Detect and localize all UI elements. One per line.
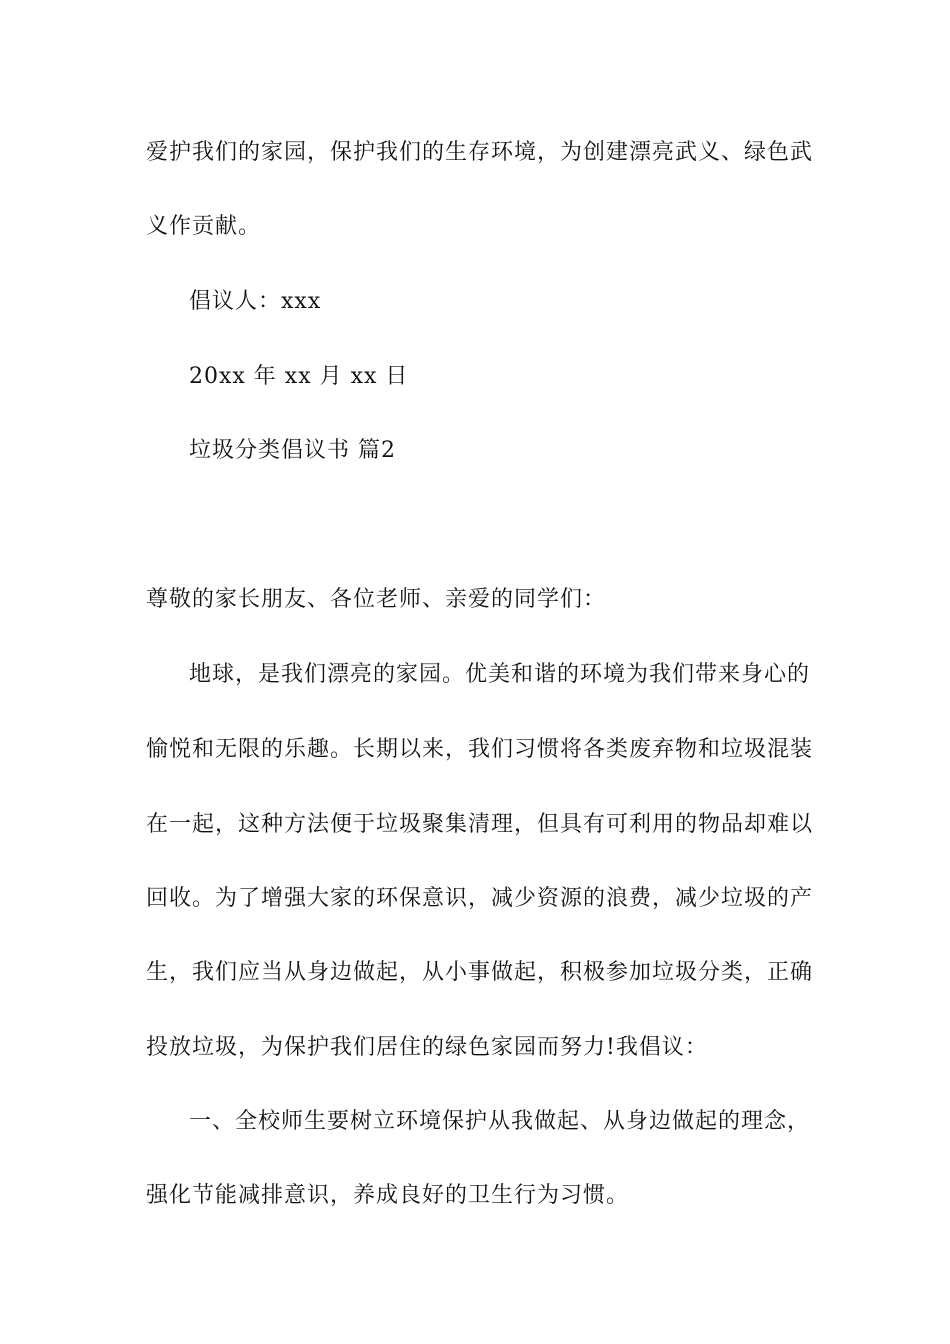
paragraph-line: 投放垃圾，为保护我们居住的绿色家园而努力!我倡议： xyxy=(146,1035,708,1060)
paragraph-line: 爱护我们的家园，保护我们的生存环境，为创建漂亮武义、绿色武 xyxy=(146,140,814,165)
section-heading: 垃圾分类倡议书 篇2 xyxy=(189,438,396,463)
salutation: 尊敬的家长朋友、各位老师、亲爱的同学们： xyxy=(146,587,607,612)
paragraph-line: 回收。为了增强大家的环保意识，减少资源的浪费，减少垃圾的产 xyxy=(146,886,814,911)
date-line: 20xx 年 xx 月 xx 日 xyxy=(189,364,409,389)
paragraph-line: 在一起，这种方法便于垃圾聚集清理，但具有可利用的物品却难以 xyxy=(146,812,814,837)
paragraph-line: 地球，是我们漂亮的家园。优美和谐的环境为我们带来身心的 xyxy=(189,662,811,687)
list-item: 一、全校师生要树立环境保护从我做起、从身边做起的理念， xyxy=(189,1109,811,1134)
paragraph-line: 强化节能减排意识，养成良好的卫生行为习惯。 xyxy=(146,1183,630,1208)
proposer-line: 倡议人：xxx xyxy=(189,289,322,314)
paragraph-line: 生，我们应当从身边做起，从小事做起，积极参加垃圾分类，正确 xyxy=(146,960,814,985)
paragraph-line: 愉悦和无限的乐趣。长期以来，我们习惯将各类废弃物和垃圾混装 xyxy=(146,737,814,762)
paragraph-line: 义作贡献。 xyxy=(146,214,262,239)
